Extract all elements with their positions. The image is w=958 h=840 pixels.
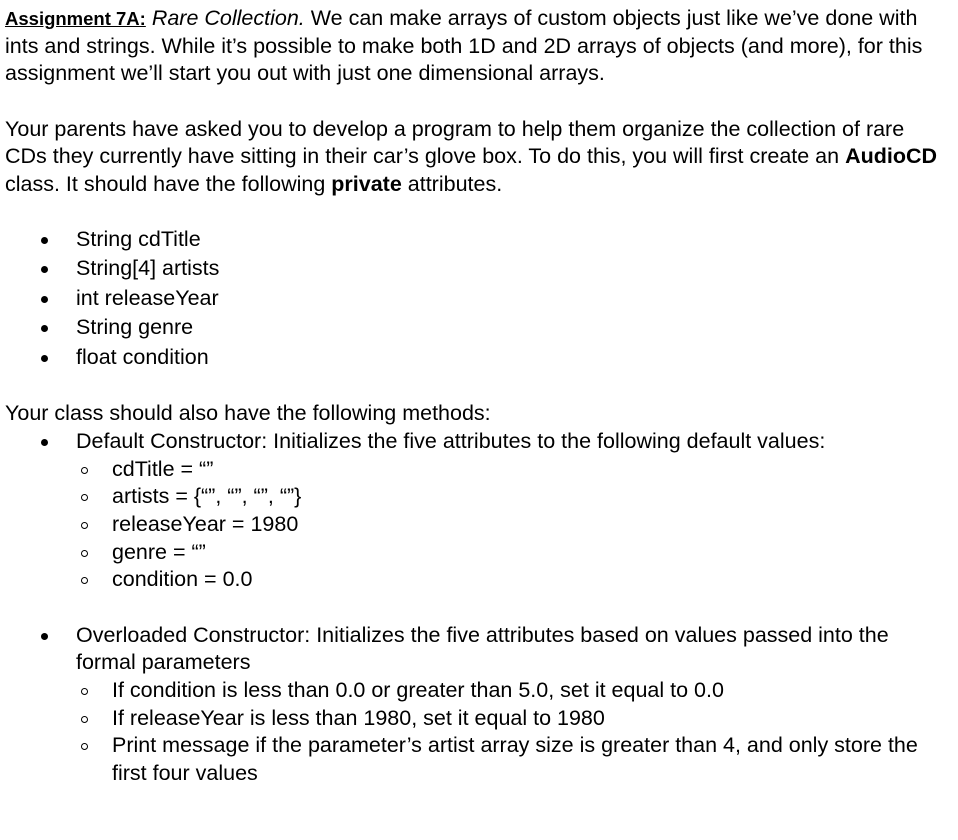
assignment-title: Rare Collection. — [151, 6, 305, 30]
default-value-item: condition = 0.0 — [76, 566, 950, 594]
rule-item: Print message if the parameter’s artist array size is greater than 4, and only store the first four values — [76, 732, 950, 787]
task-text-2: class. It should have the following — [5, 172, 332, 197]
attribute-item: String cdTitle — [5, 225, 950, 255]
class-name: AudioCD — [845, 144, 938, 169]
task-description-paragraph — [5, 116, 950, 199]
task-text-3: attributes. — [401, 172, 503, 197]
attribute-item: String[4] artists — [5, 254, 950, 284]
attribute-list — [5, 225, 950, 373]
assignment-intro-paragraph — [5, 5, 950, 88]
default-constructor-label: Default Constructor: Initializes the five attributes to the following default values: — [76, 428, 826, 453]
overloaded-constructor-label: Overloaded Constructor: Initializes the five attributes based on values passed into the formal parameters — [76, 622, 889, 675]
default-values-list — [76, 456, 950, 595]
method-item-default-constructor — [5, 428, 950, 594]
list-spacer — [5, 594, 950, 622]
rule-item: If condition is less than 0.0 or greater than 5.0, set it equal to 0.0 — [76, 677, 950, 705]
assignment-description: We can make arrays of custom objects just like we’ve done with ints and strings. While it’s possible to make both 1D and 2D arrays of objects (and more), for this assignment we’ll start you out with just one dimensional arrays. — [5, 6, 923, 86]
default-value-item: cdTitle = “” — [76, 456, 950, 484]
task-text-1: Your parents have asked you to develop a program to help them organize the collection of rare CDs they currently have sitting in their car’s glove box. To do this, you will first create an — [5, 116, 905, 169]
attribute-item: int releaseYear — [5, 284, 950, 314]
method-list — [5, 428, 950, 788]
overloaded-rules-list — [76, 677, 950, 788]
default-value-item: artists = {“”, “”, “”, “”} — [76, 483, 950, 511]
private-keyword: private — [331, 172, 402, 197]
default-value-item: releaseYear = 1980 — [76, 511, 950, 539]
methods-intro: Your class should also have the following methods: — [5, 401, 491, 426]
attribute-item: String genre — [5, 313, 950, 343]
method-item-overloaded-constructor — [5, 622, 950, 788]
rule-item: If releaseYear is less than 1980, set it equal to 1980 — [76, 705, 950, 733]
document-page — [5, 5, 950, 788]
attribute-item: float condition — [5, 343, 950, 373]
default-value-item: genre = “” — [76, 539, 950, 567]
assignment-label: Assignment 7A: — [5, 8, 146, 29]
